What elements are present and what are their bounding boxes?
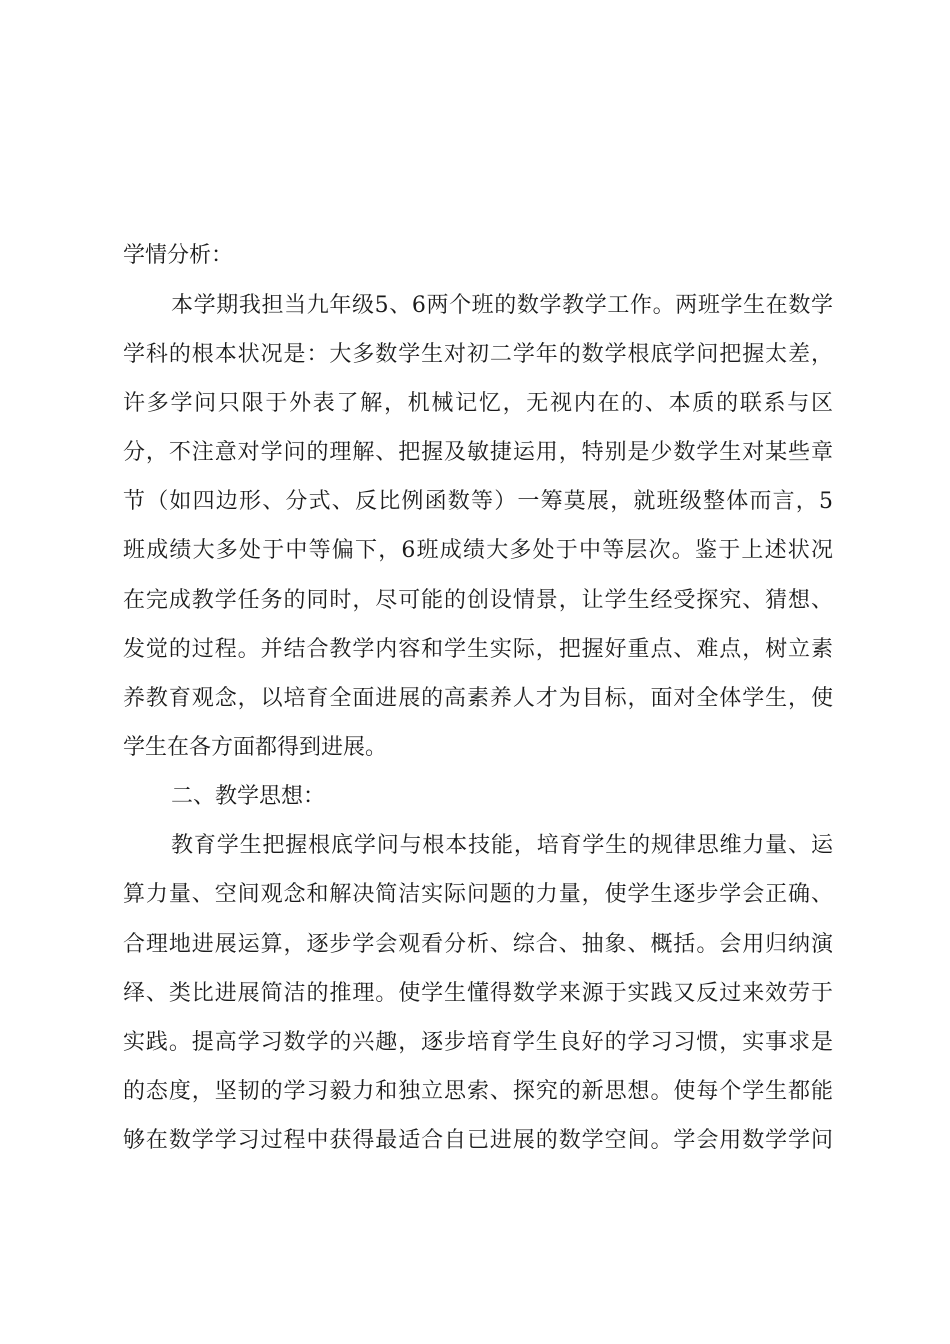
paragraph-line: 算力量、空间观念和解决简洁实际问题的力量，使学生逐步学会正确、 (123, 882, 833, 907)
section-heading-learning-analysis: 学情分析： (123, 243, 234, 268)
paragraph-line: 实践。提高学习数学的兴趣，逐步培育学生良好的学习习惯，实事求是 (123, 1030, 833, 1055)
section-heading-teaching-philosophy: 二、教学思想： (171, 784, 326, 809)
paragraph-line: 在完成教学任务的同时，尽可能的创设情景，让学生经受探究、猜想、 (123, 588, 833, 613)
paragraph-line: 教育学生把握根底学问与根本技能，培育学生的规律思维力量、运 (171, 833, 833, 858)
paragraph-line: 学科的根本状况是：大多数学生对初二学年的数学根底学问把握太差， (123, 342, 833, 367)
paragraph-line: 养教育观念，以培育全面进展的高素养人才为目标，面对全体学生，使 (123, 686, 833, 711)
paragraph-line: 发觉的过程。并结合教学内容和学生实际，把握好重点、难点，树立素 (123, 637, 833, 662)
paragraph-line: 节（如四边形、分式、反比例函数等）一筹莫展，就班级整体而言，5 (123, 489, 833, 514)
paragraph-line: 本学期我担当九年级5、6两个班的数学教学工作。两班学生在数学 (171, 293, 833, 318)
paragraph-line: 分，不注意对学问的理解、把握及敏捷运用，特别是少数学生对某些章 (123, 440, 833, 465)
paragraph-line: 够在数学学习过程中获得最适合自已进展的数学空间。学会用数学学问 (123, 1128, 833, 1153)
paragraph-line: 的态度，坚韧的学习毅力和独立思索、探究的新思想。使每个学生都能 (123, 1079, 833, 1104)
paragraph-line: 学生在各方面都得到进展。 (123, 735, 388, 760)
paragraph-line: 许多学问只限于外表了解，机械记忆，无视内在的、本质的联系与区 (123, 391, 833, 416)
paragraph-line: 合理地进展运算，逐步学会观看分析、综合、抽象、概括。会用归纳演 (123, 932, 833, 957)
paragraph-line: 班成绩大多处于中等偏下，6班成绩大多处于中等层次。鉴于上述状况 (123, 538, 833, 563)
paragraph-line: 绎、类比进展简洁的推理。使学生懂得数学来源于实践又反过来效劳于 (123, 981, 833, 1006)
